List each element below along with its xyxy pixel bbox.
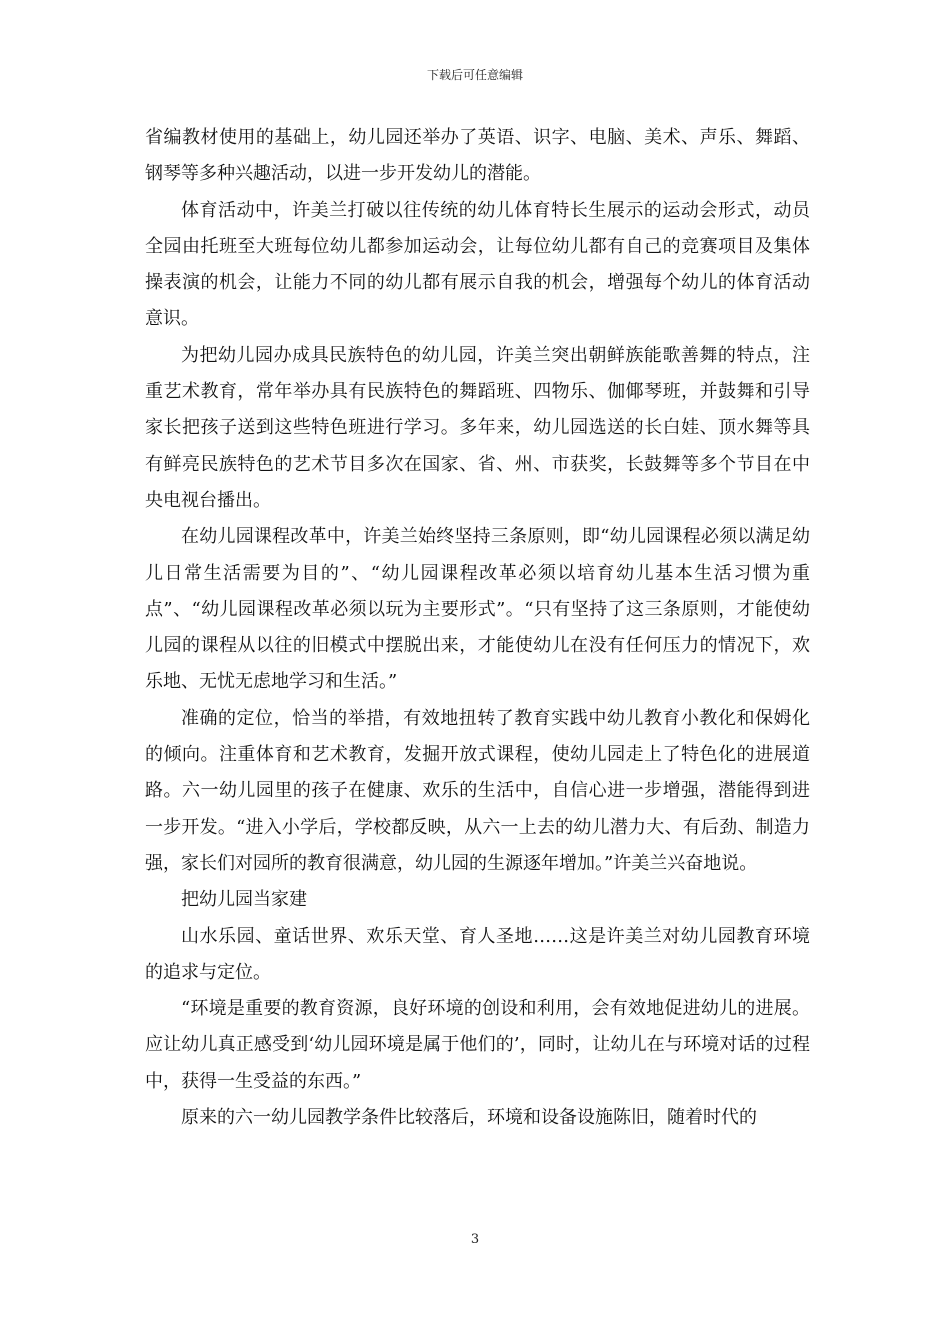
paragraph: 准确的定位，恰当的举措，有效地扭转了教育实践中幼儿教育小教化和保姆化的倾向。注重体育和艺术教育，发掘开放式课程，使幼儿园走上了特色化的进展道路。六一幼儿园里的孩子在健康、欢乐的生活中，自信心进一步增强，潜能得到进一步开发。“进入小学后，学校都反映，从六一上去的幼儿潜力大、有后劲、制造力强，家长们对园所的教育很满意，幼儿园的生源逐年增加。”许美兰兴奋地说。 [145,707,810,874]
page-number: 3 [470,1232,480,1247]
paragraph: 山水乐园、童话世界、欢乐天堂、育人圣地……这是许美兰对幼儿园教育环境的追求与定位。 [145,925,810,983]
paragraph: 省编教材使用的基础上，幼儿园还举办了英语、识字、电脑、美术、声乐、舞蹈、钢琴等多种兴趣活动，以进一步开发幼儿的潜能。 [145,127,810,185]
paragraph: 原来的六一幼儿园教学条件比较落后，环境和设备设施陈旧，随着时代的 [181,1107,757,1129]
section-heading: 把幼儿园当家建 [181,889,307,911]
paragraph: 在幼儿园课程改革中，许美兰始终坚持三条原则，即“幼儿园课程必须以满足幼儿日常生活需要为目的”、“幼儿园课程改革必须以培育幼儿基本生活习惯为重点”、“幼儿园课程改革必须以玩为主要形式”。“只有坚持了这三条原则，才能使幼儿园的课程从以往的旧模式中摆脱出来，才能使幼儿在没有任何压力的情况下，欢乐地、无忧无虑地学习和生活。” [145,526,810,693]
paragraph: 体育活动中，许美兰打破以往传统的幼儿体育特长生展示的运动会形式，动员全园由托班至大班每位幼儿都参加运动会，让每位幼儿都有自己的竞赛项目及集体操表演的机会，让能力不同的幼儿都有展示自我的机会，增强每个幼儿的体育活动意识。 [145,199,810,330]
document-body [145,120,810,1136]
paragraph: “环境是重要的教育资源，良好环境的创设和利用，会有效地促进幼儿的进展。应让幼儿真正感受到‘幼儿园环境是属于他们的’，同时，让幼儿在与环境对话的过程中，获得一生受益的东西。” [145,998,810,1092]
paragraph: 为把幼儿园办成具民族特色的幼儿园，许美兰突出朝鲜族能歌善舞的特点，注重艺术教育，常年举办具有民族特色的舞蹈班、四物乐、伽倻琴班，并鼓舞和引导家长把孩子送到这些特色班进行学习。多年来，幼儿园选送的长白娃、顶水舞等具有鲜亮民族特色的艺术节目多次在国家、省、州、市获奖，长鼓舞等多个节目在中央电视台播出。 [145,344,810,511]
page-header: 下载后可任意编辑 [426,68,523,82]
